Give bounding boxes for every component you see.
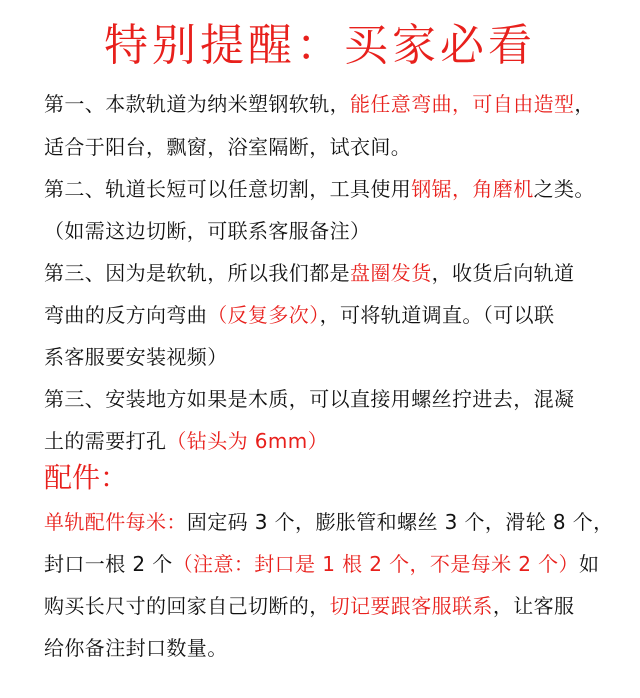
acc-line2: [44, 550, 604, 578]
p3-text: 第三、因为是软轨，所以我们都是: [44, 261, 350, 285]
p2-line2: （如需这边切断，可联系客服备注）: [44, 219, 371, 243]
p1-text: 第一、本款轨道为纳米塑钢软轨，: [44, 92, 350, 116]
acc-line3-tail: ，让客服: [492, 594, 575, 618]
p4-line2: [44, 427, 604, 455]
acc-line3-highlight: 切记要跟客服联系: [329, 594, 493, 618]
acc-line2-text: 封口一根 2 个: [44, 552, 173, 576]
p1-punct: ，: [574, 92, 595, 116]
p1-highlight: 能任意弯曲，可自由造型: [350, 92, 575, 116]
acc-line1: [44, 508, 614, 536]
p1-line1: [44, 90, 604, 118]
p2-highlight: 钢锯，角磨机: [411, 177, 534, 201]
p4-line1: 第三、安装地方如果是木质，可以直接用螺丝拧进去，混凝: [44, 387, 575, 411]
p3-line2-tail: ，可将轨道调直。（可以联: [319, 303, 555, 327]
p3-tail: ，收货后向轨道: [431, 261, 575, 285]
acc-line3: [44, 592, 604, 620]
p2-text: 第二、轨道长短可以任意切割，工具使用: [44, 177, 412, 201]
p3-line1: [44, 259, 604, 287]
p4-line2-text: 土的需要打孔: [44, 429, 167, 453]
p3-line2: [44, 301, 604, 329]
p3-line2-highlight: （反复多次）: [207, 303, 320, 327]
p3-line2-text: 弯曲的反方向弯曲: [44, 303, 208, 327]
accessories-heading: 配件：: [44, 461, 129, 494]
acc-line3-text: 购买长尺寸的回家自己切断的，: [44, 594, 330, 618]
acc-line4: 给你备注封口数量。: [44, 636, 228, 660]
notice-title: 特别提醒：买家必看: [104, 20, 536, 71]
p2-tail: 之类。: [533, 177, 595, 201]
acc-line2-tail: 如: [578, 552, 600, 576]
p2-line1: [44, 175, 604, 203]
acc-line1-label: 单轨配件每米：: [44, 510, 187, 534]
p3-highlight: 盘圈发货: [350, 261, 432, 285]
p4-line2-highlight: （钻头为 6mm）: [166, 429, 329, 453]
p1-line2: 适合于阳台，飘窗，浴室隔断，试衣间。: [44, 135, 412, 159]
p3-line3: 系客服要安装视频）: [44, 345, 228, 369]
acc-line1-text: 固定码 3 个，膨胀管和螺丝 3 个，滑轮 8 个，: [186, 510, 614, 534]
acc-line2-highlight: （注意：封口是 1 根 2 个，不是每米 2 个）: [172, 552, 579, 576]
